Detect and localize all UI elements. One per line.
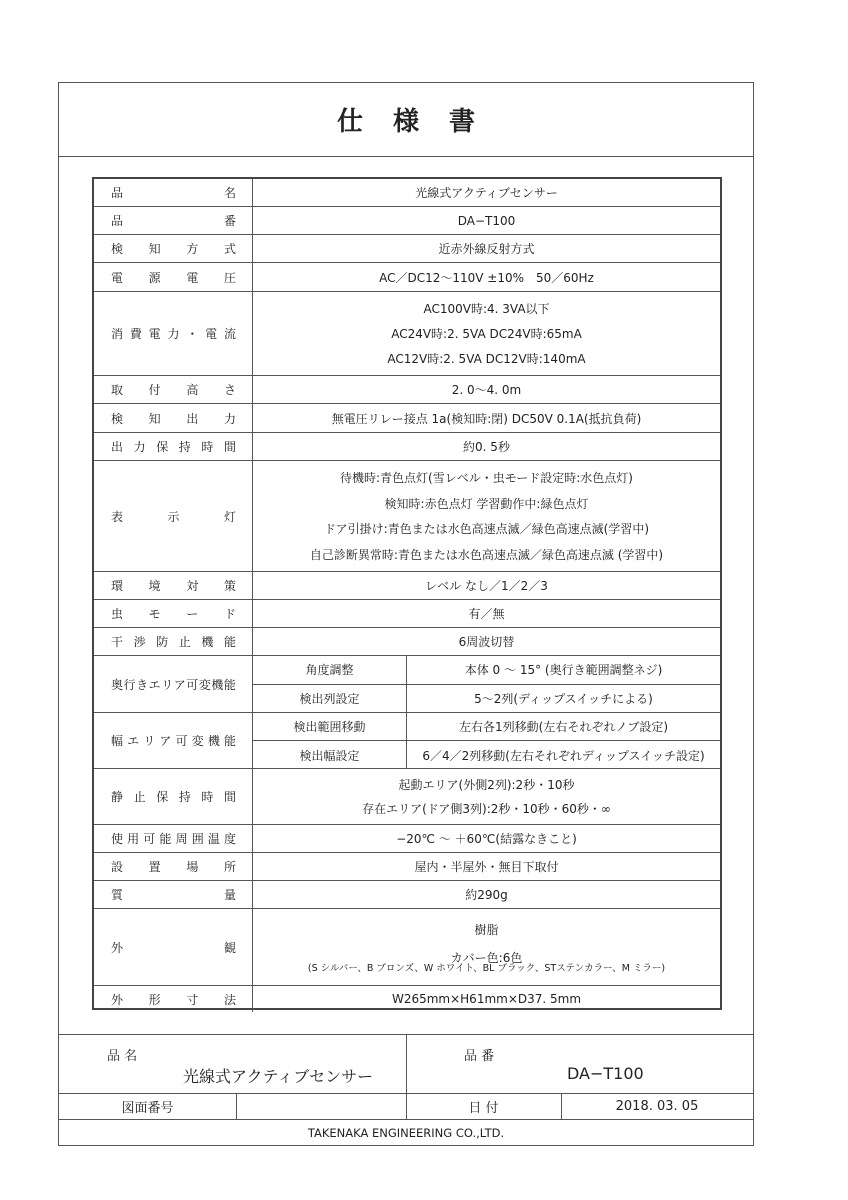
spec-row xyxy=(94,292,720,376)
spec-value: 起動エリア(外側2列):2秒・10秒 存在エリア(ドア側3列):2秒・10秒・60秒・∞ xyxy=(362,778,611,816)
spec-value: AC／DC12〜110V ±10% 50／60Hz xyxy=(379,270,594,285)
spec-value: −20℃ 〜 ＋60℃(結露なきこと) xyxy=(396,832,577,846)
spec-row xyxy=(94,376,720,404)
spec-sub-value: 左右各1列移動(左右それぞれノブ設定) xyxy=(459,720,668,734)
spec-row xyxy=(94,881,720,909)
spec-row xyxy=(94,909,720,986)
spec-sub-value: 5〜2列(ディップスイッチによる) xyxy=(474,692,653,707)
spec-label: 外 形 寸 法 xyxy=(94,986,253,1012)
drawing-number-value xyxy=(236,1093,406,1119)
spec-label: 品 番 xyxy=(94,207,253,234)
product-number-value: DA−T100 xyxy=(567,1064,644,1083)
spec-label: 外 観 xyxy=(94,909,253,985)
spec-label: 品 名 xyxy=(94,179,253,206)
spec-label: 幅 エ リ ア 可 変 機 能 xyxy=(94,713,253,768)
company-name: TAKENAKA ENGINEERING CO.,LTD. xyxy=(307,1125,505,1140)
spec-value: 無電圧リレー接点 1a(検知時:閉) DC50V 0.1A(抵抗負荷) xyxy=(331,411,642,426)
spec-row xyxy=(94,207,720,235)
spec-label: 取 付 高 さ xyxy=(94,376,253,403)
spec-label: 検 知 方 式 xyxy=(94,235,253,262)
spec-label: 表 示 灯 xyxy=(94,461,253,571)
spec-value: 約0. 5秒 xyxy=(463,440,510,454)
spec-value: W265mm×H61mm×D37. 5mm xyxy=(391,992,582,1006)
spec-label: 静 止 保 持 時 間 xyxy=(94,769,253,824)
spec-subrow xyxy=(253,685,720,714)
spec-value: 屋内・半屋外・無目下取付 xyxy=(414,860,559,874)
spec-label: 質 量 xyxy=(94,881,253,908)
spec-sub-label: 検出幅設定 xyxy=(253,741,407,769)
spec-row xyxy=(94,986,720,1012)
spec-label: 干 渉 防 止 機 能 xyxy=(94,628,253,655)
spec-value: レベル なし／1／2／3 xyxy=(425,579,548,593)
spec-row xyxy=(94,263,720,292)
spec-label: 電 源 電 圧 xyxy=(94,263,253,291)
spec-row xyxy=(94,572,720,600)
spec-value: 6周波切替 xyxy=(458,635,515,649)
spec-row xyxy=(94,769,720,825)
spec-label: 消 費 電 力 ・ 電 流 xyxy=(94,292,253,375)
spec-sub-label: 検出範囲移動 xyxy=(253,713,407,740)
spec-table xyxy=(92,177,722,1010)
product-number-label: 品 番 xyxy=(464,1049,495,1064)
spec-sub-label: 検出列設定 xyxy=(253,685,407,714)
spec-value: 待機時:青色点灯(雪レベル・虫モード設定時:水色点灯) 検知時:赤色点灯 学習動作中:緑色点灯 ドア引掛け:青色または水色高速点滅／緑色高速点滅(学習中) 自己診断異常時:青色または水色高速点滅／緑色高速点滅 (学習中) xyxy=(309,471,664,562)
spec-value: AC100V時:4. 3VA以下 AC24V時:2. 5VA DC24V時:65mA AC12V時:2. 5VA DC12V時:140mA xyxy=(387,302,586,366)
document-frame xyxy=(58,82,754,1146)
title-row xyxy=(59,83,753,157)
drawing-number-label: 図面番号 xyxy=(121,1100,174,1116)
page-title: 仕様書 xyxy=(336,107,505,137)
spec-sub-value: 本体 0 〜 15° (奥行き範囲調整ネジ) xyxy=(464,663,663,678)
spec-label: 環 境 対 策 xyxy=(94,572,253,599)
title-block xyxy=(59,1034,753,1146)
spec-label: 出 力 保 持 時 間 xyxy=(94,433,253,460)
spec-row xyxy=(94,461,720,572)
spec-sub-label: 角度調整 xyxy=(253,656,407,684)
spec-row xyxy=(94,853,720,881)
spec-row xyxy=(94,179,720,207)
spec-row xyxy=(94,628,720,656)
spec-value: 2. 0〜4. 0m xyxy=(451,383,522,397)
spec-value: 約290g xyxy=(465,888,508,902)
spec-value: 樹脂 カバー色:6色 (S シルバー、B ブロンズ、W ホワイト、BL ブラック、STステンカラー、M ミラー) xyxy=(307,922,666,974)
date-label: 日 付 xyxy=(468,1100,499,1116)
spec-label: 設 置 場 所 xyxy=(94,853,253,880)
spec-row xyxy=(94,235,720,263)
product-name-label: 品 名 xyxy=(107,1049,138,1064)
spec-row xyxy=(94,825,720,853)
spec-value: 近赤外線反射方式 xyxy=(438,242,535,256)
spec-subrow xyxy=(253,741,720,769)
spec-label: 検 知 出 力 xyxy=(94,404,253,432)
date-value: 2018. 03. 05 xyxy=(615,1098,699,1114)
spec-value: DA−T100 xyxy=(457,213,516,228)
spec-label: 虫 モ ー ド xyxy=(94,600,253,627)
spec-note: (S シルバー、B ブロンズ、W ホワイト、BL ブラック、STステンカラー、M ミラー) xyxy=(307,962,666,974)
spec-row xyxy=(94,600,720,628)
spec-row xyxy=(94,656,720,713)
spec-row xyxy=(94,713,720,769)
spec-row xyxy=(94,433,720,461)
spec-label: 奥 行 き エ リ ア 可 変 機 能 xyxy=(94,656,253,712)
spec-subrow xyxy=(253,713,720,741)
spec-row xyxy=(94,404,720,433)
spec-sub-value: 6／4／2列移動(左右それぞれディップスイッチ設定) xyxy=(422,748,705,763)
product-name-value: 光線式アクティブセンサー xyxy=(183,1067,374,1086)
spec-subrow xyxy=(253,656,720,685)
spec-value: 有／無 xyxy=(468,607,505,621)
spec-value: 光線式アクティブセンサー xyxy=(415,186,558,200)
spec-label: 使 用 可 能 周 囲 温 度 xyxy=(94,825,253,852)
